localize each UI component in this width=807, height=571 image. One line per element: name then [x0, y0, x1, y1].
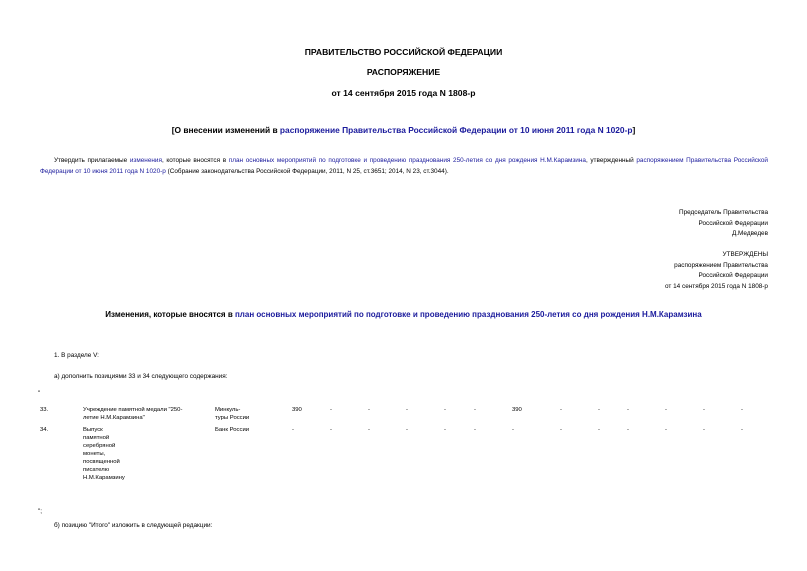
row-33-name: Учреждение памятной медали "250-летие Н.М.Карамзина"	[83, 407, 183, 421]
row-33-value: -	[665, 407, 667, 413]
positions-table	[0, 404, 807, 504]
row-34-value: -	[474, 427, 476, 433]
row-34-value: -	[665, 427, 667, 433]
row-34-value: -	[627, 427, 629, 433]
row-34-value: -	[560, 427, 562, 433]
row-34-number: 34.	[40, 427, 49, 433]
row-33-value: -	[368, 407, 370, 413]
changes-link[interactable]: изменения	[129, 157, 162, 164]
sub-item-b: б) позицию "Итого" изложить в следующей редакции:	[54, 522, 213, 529]
document-type: РАСПОРЯЖЕНИЕ	[366, 67, 441, 77]
changes-heading-prefix: Изменения, которые вносятся в	[105, 310, 235, 319]
approved-line-4: от 14 сентября 2015 года N 1808-р	[665, 282, 768, 290]
approved-line-3: Российской Федерации	[698, 272, 768, 279]
row-33-value: -	[330, 407, 332, 413]
government-title: ПРАВИТЕЛЬСТВО РОССИЙСКОЙ ФЕДЕРАЦИИ	[304, 47, 503, 57]
body-paragraph	[40, 156, 768, 177]
row-34-name: Выпуск памятной серебряной монеты, посвященной писателю Н.М.Карамзину	[83, 427, 125, 481]
row-33-value: 390	[512, 407, 522, 413]
row-34-value: -	[444, 427, 446, 433]
body-text-4: (Собрание законодательства Российской Федерации, 2011, N 25, ст.3651; 2014, N 23, ст.3044).	[165, 167, 449, 175]
row-34-value: -	[406, 427, 408, 433]
subject-close: ]	[632, 125, 636, 135]
changes-heading	[0, 310, 807, 319]
body-text-1: Утвердить прилагаемые	[54, 157, 130, 164]
row-33-number: 33.	[40, 407, 49, 413]
signature-block	[679, 208, 768, 240]
body-text-3: , утвержденный	[585, 157, 637, 164]
row-33-value: 390	[292, 407, 302, 413]
row-33-value: -	[406, 407, 408, 413]
row-34-value: -	[330, 427, 332, 433]
row-33-value: -	[598, 407, 600, 413]
quote-open: "	[38, 390, 41, 397]
row-33-value: -	[703, 407, 705, 413]
row-34-value: -	[741, 427, 743, 433]
row-33-value: -	[474, 407, 476, 413]
document-date: от 14 сентября 2015 года N 1808-р	[331, 88, 476, 98]
row-34-value: -	[512, 427, 514, 433]
row-33-org: Минкуль- туры России	[215, 407, 250, 421]
row-34-value: -	[368, 427, 370, 433]
signature-line-2: Российской Федерации	[698, 219, 768, 227]
sub-item-a: а) дополнить позициями 33 и 34 следующего содержания:	[54, 373, 228, 380]
signature-line-3: Д.Медведев	[731, 230, 768, 237]
subject-open: [О внесении изменений в	[171, 125, 280, 135]
approved-line-2: распоряжением Правительства	[674, 261, 768, 269]
document-subject	[0, 125, 807, 135]
body-text-2: , которые вносятся в	[161, 157, 229, 164]
section-item: 1. В разделе V:	[54, 352, 99, 359]
row-33-value: -	[627, 407, 629, 413]
row-33-value: -	[741, 407, 743, 413]
approved-block	[665, 250, 768, 292]
quote-close: ";	[38, 508, 43, 515]
row-34-value: -	[598, 427, 600, 433]
approved-line-1: УТВЕРЖДЕНЫ	[722, 251, 768, 258]
row-34-value: -	[292, 427, 294, 433]
changes-heading-link[interactable]: план основных мероприятий по подготовке и проведению празднования 250-летия со дня рождения Н.М.Карамзина	[234, 310, 702, 319]
row-33-value: -	[560, 407, 562, 413]
row-33-value: -	[444, 407, 446, 413]
order-link[interactable]: распоряжением Правительства Российской Федерации от 10 июня 2011 года N 1020-р	[40, 157, 768, 175]
row-34-org: Банк России	[215, 427, 250, 433]
row-34-value: -	[703, 427, 705, 433]
signature-line-1: Председатель Правительства	[679, 209, 768, 216]
subject-link[interactable]: распоряжение Правительства Российской Федерации от 10 июня 2011 года N 1020-р	[279, 125, 633, 135]
plan-link[interactable]: план основных мероприятий по подготовке и проведению празднования 250-летия со дня рождения Н.М.Карамзина	[228, 157, 586, 164]
